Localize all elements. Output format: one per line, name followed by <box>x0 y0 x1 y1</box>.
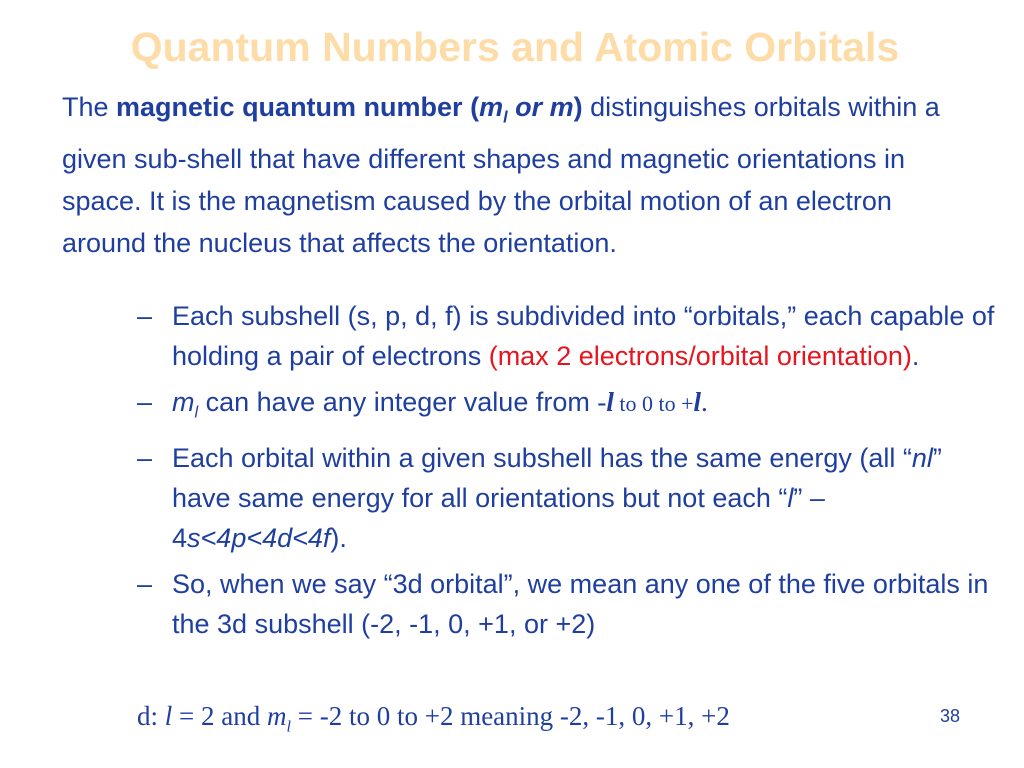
example-eq2: = -2 to 0 to +2 meaning -2, -1, 0, +1, +2 <box>291 701 730 731</box>
bullet-dash: – <box>137 387 153 417</box>
bullet-1-text: Each subshell (s, p, d, f) is subdivided into “orbitals,” each capable of holding a pair of electrons <box>172 301 995 371</box>
bullet-list <box>137 296 997 650</box>
bullet-2-text: can have any integer value from <box>198 387 598 417</box>
bullet-2-sub: l <box>194 403 199 422</box>
intro-term-text: magnetic quantum number ( <box>116 92 480 122</box>
intro-lead: The <box>62 92 117 122</box>
page-number: 38 <box>940 706 961 726</box>
bullet-3-d: ). <box>330 523 347 554</box>
bullet-1-highlight: (max 2 electrons/orbital orientation) <box>488 341 912 371</box>
bullet-2-l1: l <box>606 387 614 417</box>
bullet-item-3d-orbital <box>137 564 997 644</box>
bullet-dash: – <box>137 301 153 331</box>
bullet-2-l2: l <box>693 387 702 417</box>
bullet-3-a: Each orbital within a given subshell has the same energy (all “ <box>172 443 912 474</box>
intro-term-close: ) <box>573 92 583 122</box>
intro-term-m: m <box>479 92 504 122</box>
example-sub: l <box>286 717 291 736</box>
bullet-3-b: ” have same energy for all orientations but not each “ <box>172 443 942 514</box>
bullet-2-m: m <box>172 387 195 417</box>
intro-term <box>116 92 583 127</box>
bullet-item-subshells <box>137 296 997 376</box>
bullet-dash: – <box>137 569 153 600</box>
bullet-1-end: . <box>911 341 920 371</box>
bullet-3-seq: s<4p<4d<4f <box>187 523 331 554</box>
example-l: l <box>164 701 173 731</box>
bullet-2-to: to 0 to + <box>613 391 694 416</box>
bullet-3-c: ” – 4 <box>172 483 825 554</box>
slide-title: Quantum Numbers and Atomic Orbitals <box>130 24 900 70</box>
bullet-4-text: So, when we say “3d orbital”, we mean any one of the five orbitals in the 3d subshell (-2, -1, 0, +1, or +2) <box>172 569 989 640</box>
intro-term-sub: l <box>503 108 508 127</box>
bullet-2-end: . <box>701 387 708 417</box>
example-eq1: = 2 and <box>172 701 267 731</box>
intro-rest: distinguishes orbitals within a given sub-shell that have different shapes and magnetic orientations in space. It is the magnetism caused by the orbital motion of an electron around the nucleus that affects the orientation. <box>62 92 940 259</box>
bullet-3-l: l <box>787 483 794 514</box>
d-orbital-example <box>137 698 730 744</box>
bullet-dash: – <box>137 443 153 474</box>
bullet-2-minus: - <box>597 387 607 417</box>
example-prefix: d: <box>137 701 165 731</box>
intro-paragraph <box>62 86 962 264</box>
example-m: m <box>267 701 287 731</box>
intro-term-or: or m <box>507 92 574 122</box>
bullet-item-same-energy <box>137 438 997 558</box>
bullet-item-ml-range <box>137 382 997 432</box>
bullet-3-nl: nl <box>911 443 933 474</box>
